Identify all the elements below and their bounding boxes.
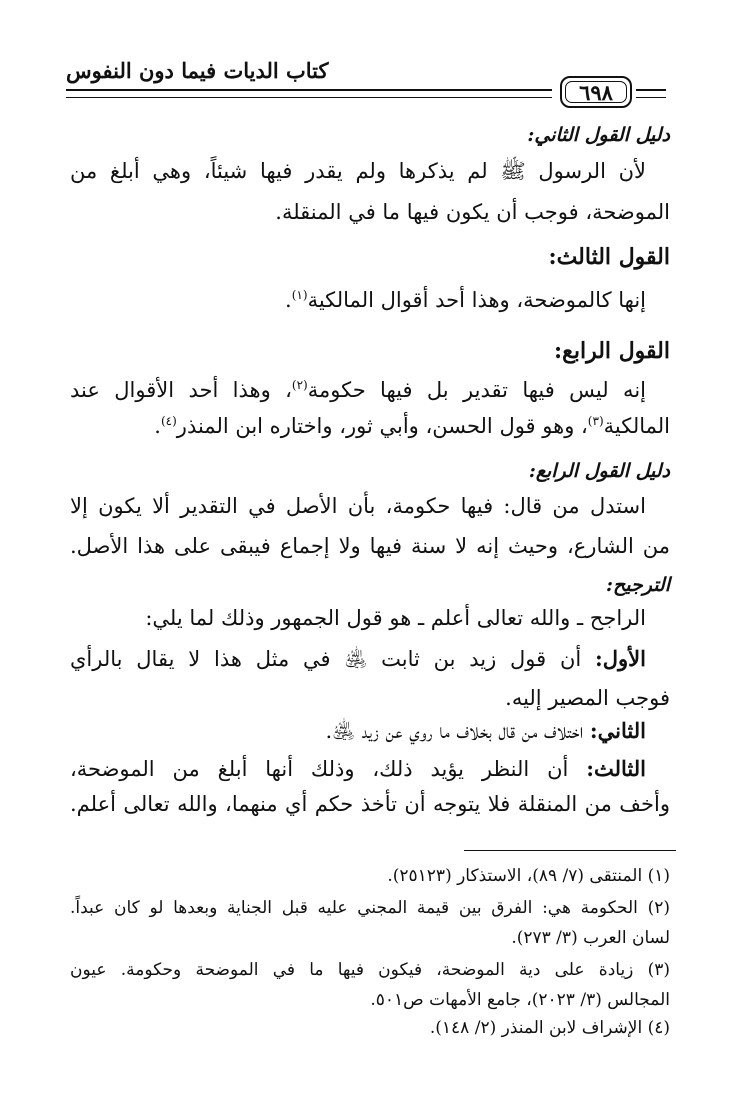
header-double-rule [66,89,552,98]
paragraph-line [46,288,670,312]
footnote-3: (٣) زيادة على دية الموضحة، فيكون فيها ما في الموضحة وحكومة. عيون [70,960,670,980]
footnote-1: (١) المنتقى (٧/ ٨٩)، الاستذكار (٢٥١٢٣). [387,866,670,886]
paragraph-text: . [154,414,161,438]
footnote-ref[interactable]: (٢) [291,378,308,392]
point-third-label: الثالث: [586,756,646,781]
footnote-4: (٤) الإشراف لابن المنذر (٢/ ١٤٨). [429,1018,670,1038]
footnote-ref[interactable]: (٤) [160,414,177,428]
footnote-ref[interactable]: (٣) [587,414,604,428]
header-double-rule-right [636,89,666,98]
paragraph-text: إنها كالموضحة، وهذا أحد أقوال المالكية [307,288,646,312]
paragraph-text: اختلاف من قال بخلاف ما روي عن زيد ﵁. [325,719,590,743]
footnote-2-continued: لسان العرب (٣/ ٢٧٣). [511,928,670,948]
paragraph-line: وأخف من المنقلة فلا يتوجه أن تأخذ حكم أي منهما، والله تعالى أعلم. [70,792,670,816]
paragraph-line: استدل من قال: فيها حكومة، بأن الأصل في التقدير ألا يكون إلا [70,494,646,518]
heading-third-opinion: القول الثالث: [548,244,670,270]
footnote-3-continued: المجالس (٣/ ٢٠٢٣)، جامع الأمهات ص٥٠١. [370,990,670,1010]
point-first [70,646,670,677]
paragraph-line [70,378,670,402]
paragraph-text: . [285,288,292,312]
paragraph-text: المالكية [603,414,670,438]
running-header-title: كتاب الديات فيما دون النفوس [66,58,329,83]
footnote-2: (٢) الحكومة هي: الفرق بين قيمة المجني عليه قبل الجناية وبعدها لو كان عبداً. [70,898,670,918]
point-first-label: الأول: [595,646,646,671]
heading-fourth-opinion: القول الرابع: [554,338,670,364]
paragraph-line: الموضحة، فوجب أن يكون فيها ما في المنقلة. [275,200,670,224]
heading-preference: الترجيح: [605,574,670,596]
footnote-ref[interactable]: (١) [291,288,308,302]
heading-evidence-second-opinion: دليل القول الثاني: [527,124,670,146]
paragraph-line: لأن الرسول ﷺ لم يذكرها ولم يقدر فيها شيئاً، وهي أبلغ من [70,159,646,183]
paragraph-line: فوجب المصير إليه. [505,686,670,710]
point-third [70,756,670,781]
paragraph-text: ، وهو قول الحسن، وأبي ثور، واختاره ابن المنذر [176,414,588,438]
paragraph-text: إنه ليس فيها تقدير بل فيها حكومة [307,378,646,402]
page-number: ٦٩٨ [579,80,613,105]
footnote-separator [464,850,676,851]
heading-evidence-fourth-opinion: دليل القول الرابع: [528,460,670,482]
point-second-label: الثاني: [589,718,646,743]
point-second [46,718,670,749]
page-number-frame [560,76,632,108]
paragraph-line: من الشارع، وحيث إنه لا سنة فيها ولا إجماع فيبقى على هذا الأصل. [70,534,670,558]
paragraph-text: أن قول زيد بن ثابت ﵁ في مثل هذا لا يقال بالرأي [70,647,596,671]
paragraph-text: ، وهذا أحد الأقوال عند [70,378,292,402]
paragraph-line: الراجح ـ والله تعالى أعلم ـ هو قول الجمهور وذلك لما يلي: [145,606,646,630]
paragraph-line [70,414,670,438]
paragraph-text: أن النظر يؤيد ذلك، وذلك أنها أبلغ من الموضحة، [70,757,587,781]
